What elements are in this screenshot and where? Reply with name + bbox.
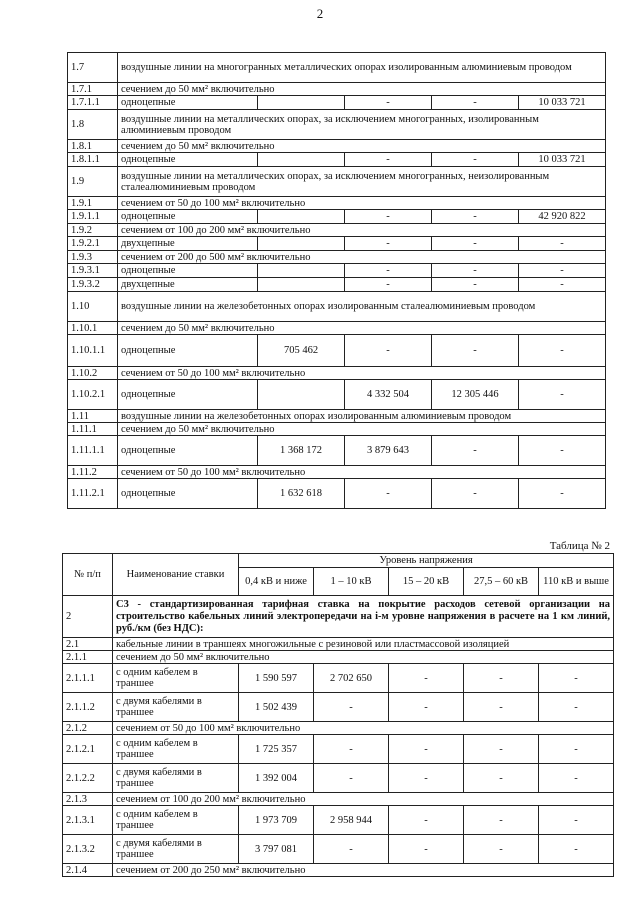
row-number: 1.11.1 — [68, 423, 118, 436]
table-row — [68, 251, 606, 264]
table-row — [63, 735, 614, 764]
table-row — [63, 835, 614, 864]
table-row — [68, 210, 606, 224]
table-row — [63, 793, 614, 806]
row-number: 1.8.1 — [68, 140, 118, 153]
rate-value: - — [345, 264, 432, 278]
row-name: с одним кабелем в траншее — [113, 735, 239, 764]
row-description: сечением от 100 до 200 мм² включительно — [113, 793, 614, 806]
rate-value: - — [464, 835, 539, 864]
rate-value: - — [519, 436, 606, 466]
rate-value: - — [432, 479, 519, 509]
row-number: 2.1.2.2 — [63, 764, 113, 793]
row-number: 1.9.1.1 — [68, 210, 118, 224]
rate-value — [258, 153, 345, 167]
rate-value: - — [345, 278, 432, 292]
row-name: одноцепные — [118, 264, 258, 278]
row-number: 1.7.1.1 — [68, 96, 118, 110]
row-number: 1.10.2 — [68, 367, 118, 380]
rate-value: - — [432, 210, 519, 224]
rate-value: - — [432, 264, 519, 278]
row-number: 2.1.3.1 — [63, 806, 113, 835]
row-number: 1.11.1.1 — [68, 436, 118, 466]
row-number: 2 — [63, 596, 113, 638]
row-number: 2.1.1.1 — [63, 664, 113, 693]
row-number: 1.8.1.1 — [68, 153, 118, 167]
rate-value: 2 958 944 — [314, 806, 389, 835]
table-row — [63, 638, 614, 651]
row-name: одноцепные — [118, 436, 258, 466]
table-row — [63, 664, 614, 693]
rate-value: - — [389, 764, 464, 793]
rate-value: - — [389, 806, 464, 835]
table-row — [68, 278, 606, 292]
row-number: 1.9.3.1 — [68, 264, 118, 278]
rate-value: - — [519, 380, 606, 410]
row-description: воздушные линии на железобетонных опорах изолированным сталеалюминиевым проводом — [118, 292, 606, 322]
row-number: 1.8 — [68, 110, 118, 140]
rate-value: 42 920 822 — [519, 210, 606, 224]
row-number: 1.7.1 — [68, 83, 118, 96]
row-number: 2.1.4 — [63, 864, 113, 877]
rate-value: 12 305 446 — [432, 380, 519, 410]
row-name: с одним кабелем в траншее — [113, 806, 239, 835]
rate-value: - — [464, 735, 539, 764]
row-number: 1.9.2 — [68, 224, 118, 237]
rate-value: - — [539, 735, 614, 764]
rate-value: - — [464, 806, 539, 835]
row-number: 2.1.1.2 — [63, 693, 113, 722]
table-row — [68, 110, 606, 140]
rate-value: - — [464, 664, 539, 693]
row-number: 1.10.2.1 — [68, 380, 118, 410]
page-number: 2 — [316, 6, 324, 21]
row-number: 1.10.1.1 — [68, 335, 118, 367]
row-name: одноцепные — [118, 96, 258, 110]
rate-value: - — [389, 664, 464, 693]
table-row — [68, 367, 606, 380]
header-voltage-column: 15 – 20 кВ — [389, 568, 464, 596]
rate-value: - — [345, 153, 432, 167]
row-description: сечением до 50 мм² включительно — [118, 83, 606, 96]
row-name: одноцепные — [118, 479, 258, 509]
rate-value: 4 332 504 — [345, 380, 432, 410]
rate-value: 1 392 004 — [239, 764, 314, 793]
rate-value: - — [389, 835, 464, 864]
table-row — [68, 96, 606, 110]
row-description: сечением до 50 мм² включительно — [118, 140, 606, 153]
row-description: сечением от 50 до 100 мм² включительно — [118, 197, 606, 210]
row-description: сечением до 50 мм² включительно — [118, 322, 606, 335]
rate-value: - — [519, 264, 606, 278]
row-description: кабельные линии в траншеях многожильные с резиновой или пластмассовой изоляцией — [113, 638, 614, 651]
table-row — [68, 292, 606, 322]
rate-value: - — [539, 764, 614, 793]
row-number: 1.11.2.1 — [68, 479, 118, 509]
rate-value — [258, 96, 345, 110]
row-number: 2.1.3.2 — [63, 835, 113, 864]
table-row — [68, 197, 606, 210]
rate-value — [258, 264, 345, 278]
row-number: 1.9.3.2 — [68, 278, 118, 292]
rate-value: - — [519, 237, 606, 251]
table-row — [68, 436, 606, 466]
row-number: 2.1.2.1 — [63, 735, 113, 764]
rate-value: - — [345, 237, 432, 251]
row-number: 1.9 — [68, 167, 118, 197]
row-name: одноцепные — [118, 380, 258, 410]
row-number: 1.10.1 — [68, 322, 118, 335]
rate-value: - — [314, 764, 389, 793]
table-row — [68, 380, 606, 410]
rate-value: - — [519, 278, 606, 292]
table-caption: Таблица № 2 — [549, 540, 610, 552]
rate-value: - — [389, 693, 464, 722]
row-name: с двумя кабелями в траншее — [113, 764, 239, 793]
rate-value: 2 702 650 — [314, 664, 389, 693]
table-row — [63, 764, 614, 793]
rate-value: - — [432, 96, 519, 110]
rate-value: - — [464, 693, 539, 722]
rate-value: - — [539, 806, 614, 835]
row-name: с двумя кабелями в траншее — [113, 835, 239, 864]
rate-value: - — [432, 237, 519, 251]
row-number: 2.1.1 — [63, 651, 113, 664]
table-row — [68, 83, 606, 96]
rate-value: 3 797 081 — [239, 835, 314, 864]
table-row — [68, 167, 606, 197]
row-name: одноцепные — [118, 210, 258, 224]
header-voltage-column: 27,5 – 60 кВ — [464, 568, 539, 596]
header-voltage-column: 1 – 10 кВ — [314, 568, 389, 596]
rate-value: - — [539, 693, 614, 722]
row-number: 2.1.3 — [63, 793, 113, 806]
table-row — [68, 264, 606, 278]
rate-value: - — [432, 335, 519, 367]
row-description: воздушные линии на железобетонных опорах изолированным алюминиевым проводом — [118, 410, 606, 423]
header-name: Наименование ставки — [113, 554, 239, 596]
rate-value: - — [345, 96, 432, 110]
table-row — [68, 423, 606, 436]
rate-value: - — [519, 479, 606, 509]
rate-value: 705 462 — [258, 335, 345, 367]
row-description: воздушные линии на металлических опорах, за исключением многогранных, неизолированным сталеалюминиевым проводом — [118, 167, 606, 197]
rate-value: - — [314, 735, 389, 764]
table-row — [63, 596, 614, 638]
row-description: сечением от 200 до 500 мм² включительно — [118, 251, 606, 264]
row-number: 1.9.1 — [68, 197, 118, 210]
rate-value: 1 632 618 — [258, 479, 345, 509]
row-description: сечением до 50 мм² включительно — [118, 423, 606, 436]
rate-value: 10 033 721 — [519, 96, 606, 110]
header-voltage-column: 110 кВ и выше — [539, 568, 614, 596]
rates-table-2 — [62, 553, 614, 877]
table-row — [63, 651, 614, 664]
row-description: сечением от 100 до 200 мм² включительно — [118, 224, 606, 237]
rate-value: 10 033 721 — [519, 153, 606, 167]
table-row — [68, 322, 606, 335]
rate-value: - — [539, 664, 614, 693]
rate-value: - — [519, 335, 606, 367]
rate-value — [258, 237, 345, 251]
table-row — [68, 466, 606, 479]
row-name: с двумя кабелями в траншее — [113, 693, 239, 722]
rate-value: 1 590 597 — [239, 664, 314, 693]
rate-value: - — [314, 693, 389, 722]
table-row — [68, 153, 606, 167]
row-name: двухцепные — [118, 278, 258, 292]
rate-value: - — [314, 835, 389, 864]
rate-value — [258, 210, 345, 224]
row-number: 1.9.3 — [68, 251, 118, 264]
row-name: одноцепные — [118, 153, 258, 167]
row-number: 1.11 — [68, 410, 118, 423]
table-row — [63, 722, 614, 735]
rate-value: 3 879 643 — [345, 436, 432, 466]
row-description: сечением от 50 до 100 мм² включительно — [118, 466, 606, 479]
table-row — [68, 53, 606, 83]
rate-value: - — [432, 436, 519, 466]
row-name: с одним кабелем в траншее — [113, 664, 239, 693]
row-number: 1.9.2.1 — [68, 237, 118, 251]
rate-value: - — [432, 153, 519, 167]
rate-value: - — [539, 835, 614, 864]
table-row — [68, 140, 606, 153]
row-description: сечением от 200 до 250 мм² включительно — [113, 864, 614, 877]
row-number: 2.1 — [63, 638, 113, 651]
row-description: сечением от 50 до 100 мм² включительно — [113, 722, 614, 735]
table-row — [63, 806, 614, 835]
table-row — [68, 224, 606, 237]
section-title: С3 - стандартизированная тарифная ставка на покрытие расходов сетевой организации на строительство кабельных линий электропередачи на i-м уровне напряжения в расчете на 1 км линий, руб./км (без НДС): — [113, 596, 614, 638]
rate-value — [258, 380, 345, 410]
header-voltage-column: 0,4 кВ и ниже — [239, 568, 314, 596]
rate-value: - — [432, 278, 519, 292]
row-description: воздушные линии на многогранных металлических опорах изолированным алюминиевым проводом — [118, 53, 606, 83]
row-description: сечением до 50 мм² включительно — [113, 651, 614, 664]
header-voltage-level: Уровень напряжения — [239, 554, 614, 568]
rate-value: 1 368 172 — [258, 436, 345, 466]
row-number: 1.10 — [68, 292, 118, 322]
table-row — [63, 693, 614, 722]
rate-value — [258, 278, 345, 292]
table-row — [68, 410, 606, 423]
rate-value: 1 502 439 — [239, 693, 314, 722]
row-number: 2.1.2 — [63, 722, 113, 735]
row-description: сечением от 50 до 100 мм² включительно — [118, 367, 606, 380]
rate-value: - — [345, 210, 432, 224]
row-number: 1.7 — [68, 53, 118, 83]
rates-table-1 — [67, 52, 606, 509]
row-name: двухцепные — [118, 237, 258, 251]
row-number: 1.11.2 — [68, 466, 118, 479]
header-num: № п/п — [63, 554, 113, 596]
rate-value: 1 725 357 — [239, 735, 314, 764]
rate-value: - — [464, 764, 539, 793]
row-name: одноцепные — [118, 335, 258, 367]
table-row — [68, 335, 606, 367]
rate-value: 1 973 709 — [239, 806, 314, 835]
table-row — [68, 237, 606, 251]
table-row — [68, 479, 606, 509]
row-description: воздушные линии на металлических опорах, за исключением многогранных, изолированным алюминиевым проводом — [118, 110, 606, 140]
table-row — [63, 864, 614, 877]
rate-value: - — [345, 335, 432, 367]
rate-value: - — [389, 735, 464, 764]
rate-value: - — [345, 479, 432, 509]
